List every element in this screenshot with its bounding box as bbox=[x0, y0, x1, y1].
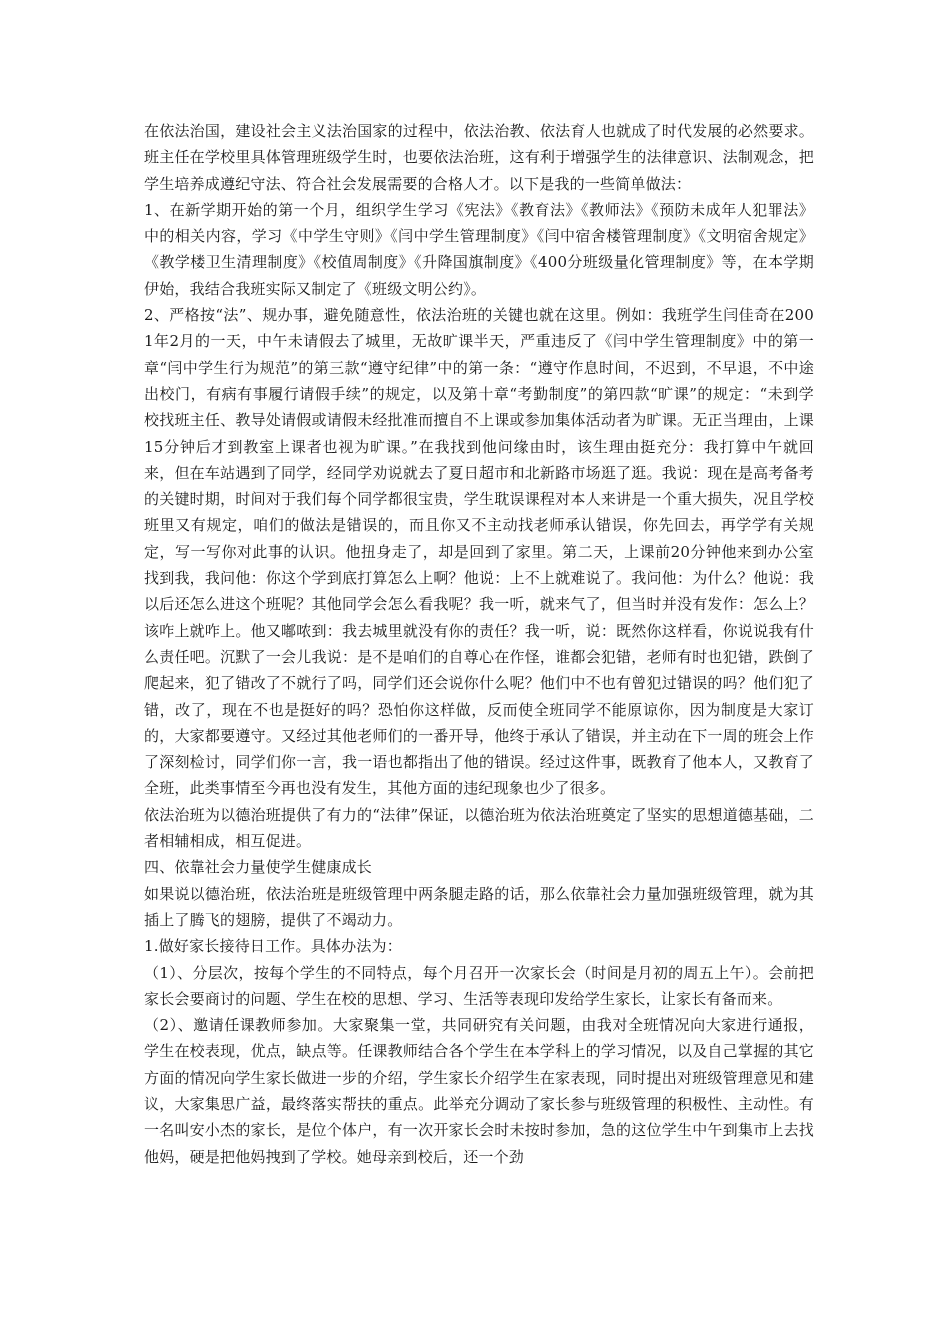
section-heading-4: 四、依靠社会力量使学生健康成长 bbox=[144, 858, 373, 877]
subheading-parent-reception: 1.做好家长接待日工作。具体办法为： bbox=[144, 937, 402, 956]
paragraph-intro: 在依法治国，建设社会主义法治国家的过程中，依法治教、依法育人也就成了时代发展的必然要求。班主任在学校里具体管理班级学生时，也要依法治班，这有利于增强学生的法律意识、法制观念，把学生培养成遵纪守法、符合社会发展需要的合格人才。以下是我的一些简单做法： bbox=[144, 122, 814, 193]
document-body bbox=[144, 118, 814, 1170]
paragraph-sub-2: （2）、邀请任课教师参加。大家聚集一堂，共同研究有关问题，由我对全班情况向大家进行通报，学生在校表现，优点，缺点等。任课教师结合各个学生在本学科上的学习情况，以及自己掌握的其它方面的情况向学生家长做进一步的介绍，学生家长介绍学生在家表现，同时提出对班级管理意见和建议，大家集思广益，最终落实帮扶的重点。此举充分调动了家长参与班级管理的积极性、主动性。有一名叫安小杰的家长，是位个体户，有一次开家长会时未按时参加，急的这位学生中午到集市上去找他妈，硬是把他妈拽到了学校。她母亲到校后，还一个劲 bbox=[144, 1016, 814, 1166]
paragraph-item-2: 2、严格按“法”、规办事，避免随意性，依法治班的关键也就在这里。例如：我班学生闫佳奇在2001年2月的一天，中午未请假去了城里，无故旷课半天，严重违反了《闫中学生管理制度》中的第一章“闫中学生行为规范”的第三款“遵守纪律”中的第一条：“遵守作息时间，不迟到，不早退，不中途出校门，有病有事履行请假手续”的规定，以及第十章“考勤制度”的第四款“旷课”的规定：“未到学校找班主任、教导处请假或请假未经批准而擅自不上课或参加集体活动者为旷课。无正当理由，上课15分钟后才到教室上课者也视为旷课。”在我找到他问缘由时，该生理由挺充分：我打算中午就回来，但在车站遇到了同学，经同学劝说就去了夏日超市和北新路市场逛了逛。我说：现在是高考备考的关键时期，时间对于我们每个同学都很宝贵，学生耽误课程对本人来讲是一个重大损失，况且学校班里又有规定，咱们的做法是错误的，而且你又不主动找老师承认错误，你先回去，再学学有关规定，写一写你对此事的认识。他扭身走了，却是回到了家里。第二天，上课前20分钟他来到办公室找到我，我问他：你这个学到底打算怎么上啊？他说：上不上就难说了。我问他：为什么？他说：我以后还怎么进这个班呢？其他同学会怎么看我呢？我一听，就来气了，但当时并没有发作：怎么上？该咋上就咋上。他又嘟哝到：我去城里就没有你的责任？我一听，说：既然你这样看，你说说我有什么责任吧。沉默了一会儿我说：是不是咱们的自尊心在作怪，谁都会犯错，老师有时也犯错，跌倒了爬起来，犯了错改了不就行了吗，同学们还会说你什么呢？他们中不也有曾犯过错误的吗？他们犯了错，改了，现在不也是挺好的吗？恐怕你这样做，反而使全班同学不能原谅你，因为制度是大家订的，大家都要遵守。又经过其他老师们的一番开导，他终于承认了错误，并主动在下一周的班会上作了深刻检讨，同学们你一言，我一语也都指出了他的错误。经过这件事，既教育了他本人，又教育了全班，此类事情至今再也没有发生，其他方面的违纪现象也少了很多。 bbox=[144, 306, 814, 798]
paragraph-sub-1: （1）、分层次，按每个学生的不同特点，每个月召开一次家长会（时间是月初的周五上午）。会前把家长会要商讨的问题、学生在校的思想、学习、生活等表现印发给学生家长，让家长有备而来。 bbox=[144, 963, 814, 1008]
paragraph-summary: 依法治班为以德治班提供了有力的“法律”保证，以德治班为依法治班奠定了坚实的思想道德基础，二者相辅相成，相互促进。 bbox=[144, 805, 814, 851]
paragraph-section-4-intro: 如果说以德治班，依法治班是班级管理中两条腿走路的话，那么依靠社会力量加强班级管理，就为其插上了腾飞的翅膀，提供了不竭动力。 bbox=[144, 884, 814, 929]
paragraph-item-1: 1、在新学期开始的第一个月，组织学生学习《宪法》《教育法》《教师法》《预防未成年人犯罪法》中的相关内容，学习《中学生守则》《闫中学生管理制度》《闫中宿舍楼管理制度》《文明宿舍规定》《教学楼卫生清理制度》《校值周制度》《升降国旗制度》《400分班级量化管理制度》等，在本学期伊始，我结合我班实际又制定了《班级文明公约》。 bbox=[144, 200, 814, 298]
